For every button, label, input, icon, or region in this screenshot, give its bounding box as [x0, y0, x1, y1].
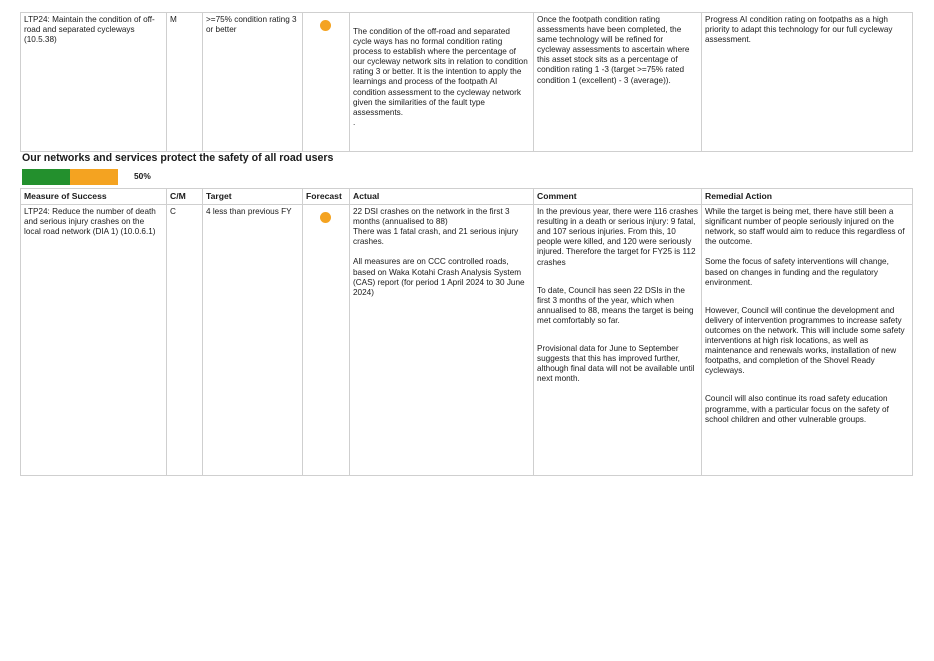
- header-forecast: Forecast: [303, 189, 350, 205]
- remedial-cell: [702, 13, 913, 152]
- measure-text: LTP24: Reduce the number of death and serious injury crashes on the local road network (DIA 1) (10.0.6.1): [24, 207, 156, 237]
- remedial-text: Progress AI condition rating on footpaths as a high priority to adapt this technology for our full cycleway assessment.: [705, 15, 893, 45]
- progress-bar: [22, 169, 118, 185]
- progress-amber-segment: [70, 169, 118, 185]
- forecast-cell: [303, 205, 350, 476]
- table-row: [21, 205, 913, 476]
- actual-paragraph: All measures are on CCC controlled roads, based on Waka Kotahi Crash Analysis System (CAS) report (for period 1 April 2024 to 30 June 2024): [353, 257, 525, 297]
- comment-paragraph: Provisional data for June to September suggests that this has improved further, although final data will not be available until next month.: [537, 344, 695, 384]
- progress-green-segment: [22, 169, 70, 185]
- comment-paragraph: To date, Council has seen 22 DSIs in the first 3 months of the year, which when annualised to 88, means the target is being met comfortably so far.: [537, 285, 694, 325]
- target-cell: >=75% condition rating 3 or better: [203, 13, 303, 152]
- remedial-cell: [702, 205, 913, 476]
- cm-cell: C: [167, 205, 203, 476]
- header-row: [21, 189, 913, 205]
- cm-cell: M: [167, 13, 203, 152]
- forecast-cell: [303, 13, 350, 152]
- remedial-paragraph: Some the focus of safety interventions will change, based on changes in funding and the regulatory environment.: [705, 257, 889, 287]
- actual-cell: [350, 205, 534, 476]
- safety-measure-table: [20, 188, 913, 476]
- comment-cell: [534, 205, 702, 476]
- amber-status-dot-icon: [320, 212, 331, 223]
- section-title: Our networks and services protect the safety of all road users: [22, 152, 334, 164]
- header-comment: Comment: [534, 189, 702, 205]
- header-cm: C/M: [167, 189, 203, 205]
- progress-percent: 50%: [134, 171, 151, 181]
- header-remedial: Remedial Action: [702, 189, 913, 205]
- remedial-paragraph: However, Council will continue the development and delivery of intervention programmes to increase safety outcomes on the network. This will include some safety interventions at high risk locations, as well as maintenance and renewals works, installation of new footpaths, and completion of the Shovel Ready cycleways.: [705, 305, 905, 376]
- measure-text: LTP24: Maintain the condition of off-road and separated cycleways (10.5.38): [24, 15, 155, 45]
- amber-status-dot-icon: [320, 20, 331, 31]
- remedial-paragraph: Council will also continue its road safety education programme, with a particular focus on the safety of school children and other vulnerable groups.: [705, 394, 889, 424]
- comment-text: Once the footpath condition rating assessments have been completed, the same technology will be refined for cycleway assessments to ascertain where this asset stock sits as a percentage of condition rating 1 -3 (target >=75% rated condition 1 (excellent) - 3 (average)).: [537, 15, 690, 85]
- target-cell: 4 less than previous FY: [203, 205, 303, 476]
- previous-measure-table: [20, 12, 913, 152]
- header-actual: Actual: [350, 189, 534, 205]
- actual-paragraph: 22 DSI crashes on the network in the first 3 months (annualised to 88) There was 1 fatal crash, and 21 serious injury crashes.: [353, 207, 519, 247]
- measure-cell: [21, 13, 167, 152]
- comment-cell: [534, 13, 702, 152]
- table-row: [21, 13, 913, 152]
- header-measure: Measure of Success: [21, 189, 167, 205]
- header-target: Target: [203, 189, 303, 205]
- comment-paragraph: In the previous year, there were 116 crashes resulting in a death or serious injury: 9 fatal, and 107 serious injuries. From this, 10 people were killed, and 120 were seriously injured. Therefore the target for FY25 is 112 crashes: [537, 207, 698, 267]
- actual-text: The condition of the off-road and separated cycle ways has no formal condition rating process to establish where the percentage of our cycleway network sits in relation to condition rating 3 or better. It is the intention to apply the learnings and process of the footpath AI condition assessment to the cycleway network given the similarities of the fault type assessments. .: [353, 27, 528, 127]
- actual-cell: [350, 13, 534, 152]
- measure-cell: [21, 205, 167, 476]
- remedial-paragraph: While the target is being met, there have still been a significant number of people seriously injured on the network, so staff would aim to reduce this regardless of the outcome.: [705, 207, 905, 247]
